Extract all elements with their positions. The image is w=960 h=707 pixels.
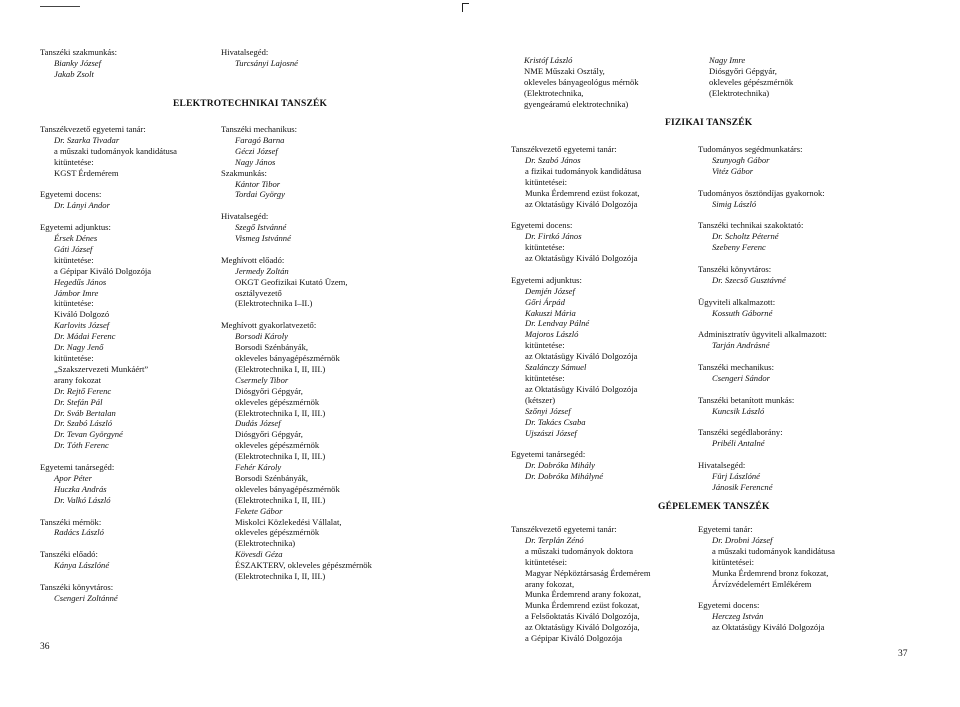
text-line: Tanszéki szakmunkás: [40,47,117,57]
person-name: Fekete Gábor [235,505,283,516]
person-name: Dr. Nagy Jenő [54,342,104,353]
person-name: Dr. Rejtő Ferenc [54,385,112,396]
person-name: Hegedűs János [54,276,107,287]
text-line: NME Műszaki Osztály, [524,65,605,76]
text-line: Árvízvédelemért Emlékérem [712,578,812,589]
person-name: Szőnyi József [525,405,571,416]
blank-line [698,286,827,297]
person-name: Jakab Zsolt [54,68,94,79]
person-name: Pribéli Antalné [712,438,765,449]
text-line: osztályvezető [235,287,282,298]
text-line: Tanszéki betanított munkás: [698,394,795,405]
person-name: Vitéz Gábor [712,165,754,176]
person-name: Dr. Takács Csaba [525,416,586,427]
text-line: kitüntetése: [525,340,565,351]
person-name: Vismeg Istvánné [235,233,291,244]
text-line: a fizikai tudományok kandidátusa [525,165,642,176]
text-line: Munka Érdemrend ezüst fokozat, [525,187,640,198]
person-name: Dr. Sváb Bertalan [54,407,116,418]
text-line: (kétszer) [525,394,556,405]
blank-line [698,351,827,362]
person-name: Szebeny Ferenc [712,242,766,253]
person-name: Csengeri Sándor [712,372,771,383]
person-name: Dr. Terplán Zénó [525,534,584,545]
text-line: Adminisztratív ügyviteli alkalmazott: [698,329,827,340]
person-name: Kánya Lászlóné [54,560,110,571]
text-line: (Elektrotechnika) [235,538,296,549]
text-line: okleveles bányagépészmérnök [235,352,340,363]
person-name: Bianky József [54,57,102,68]
text-line: Tanszéki előadó: [40,549,98,560]
blank-line [221,244,372,255]
person-name: Majoros László [525,329,579,340]
text-line: arany fokozat, [525,578,575,589]
blank-line [221,200,372,211]
text-line: (Elektrotechnika I, II, III.) [235,363,326,374]
text-line: okleveles bányageológus mérnök [524,76,639,87]
blank-line [221,309,372,320]
text-line: Munka Érdemrend ezüst fokozat, [525,600,640,611]
person-name: Dr. Dobróka Mihályné [525,471,604,482]
text-line: Egyetemi docens: [698,600,760,611]
text-line: Tanszéki könyvtáros: [698,263,772,274]
text-line: arany fokozat [54,374,102,385]
person-name: Csengeri Zoltánné [54,592,118,603]
person-name: Tarján Andrásné [712,340,770,351]
blank-line [511,209,641,220]
text-line: Tanszéki mechanikus: [221,124,298,134]
person-name: Fürj Lászlóné [712,471,760,482]
text-line: a Felsőoktatás Kiváló Dolgozója, [525,611,640,622]
text-line: Magyar Népköztársaság Érdemérem [525,567,651,578]
text-line: Egyetemi docens: [511,220,573,231]
blank-line [511,264,641,275]
department-title-machine-elements: GÉPELEMEK TANSZÉK [658,502,770,512]
person-name: Kövesdi Géza [235,549,283,560]
text-line: kitüntetése: [54,353,94,363]
person-name: Dr. Firtkó János [525,231,582,242]
person-name: Dr. Stefán Pál [54,396,103,407]
person-name: Kristóf László [524,55,573,65]
blank-line [40,211,177,222]
right-header-lecturer-1 [524,55,639,110]
text-line: a Gépipar Kiváló Dolgozója [54,265,152,276]
text-line: Egyetemi tanársegéd: [511,449,586,460]
text-line: kitüntetése: [525,242,565,253]
text-line: Diósgyőri Gépgyár, [235,385,303,396]
person-name: Érsek Dénes [54,233,98,244]
text-line: Tudományos ösztöndíjas gyakornok: [698,187,825,198]
text-line: kitüntetése: [54,298,94,309]
text-line: Tanszékvezető egyetemi tanár: [511,524,617,534]
person-name: Radács László [54,527,104,538]
person-name: Ujszászi József [525,427,577,438]
text-line: az Oktatásügy Kiváló Dolgozója [525,351,638,362]
page-number-right: 37 [898,649,908,659]
left-header-staff [40,47,117,80]
person-name: Szalánczy Sámuel [525,362,587,373]
text-line: Kiváló Dolgozó [54,309,110,320]
person-name: Géczi József [235,145,278,156]
text-line: gyengeáramú elektrotechnika) [524,98,629,109]
electrotechnics-staff-column-1 [40,124,177,604]
person-name: Turcsányi Lajosné [235,57,298,68]
person-name: Nagy János [235,156,276,167]
blank-line [40,179,177,190]
person-name: Demjén József [525,285,575,296]
text-line: az Oktatásügy Kiváló Dolgozója [712,622,825,633]
blank-line [40,538,177,549]
text-line: (Elektrotechnika, [524,87,584,98]
person-name: Jermedy Zoltán [235,265,289,276]
person-name: Apor Péter [54,472,92,483]
top-rule [40,6,80,7]
person-name: Dudás József [235,418,281,429]
text-line: (Elektrotechnika I, II, III.) [235,407,326,418]
person-name: Gáti József [54,243,93,254]
text-line: OKGT Geofizikai Kutató Üzem, [235,276,348,287]
person-name: Kossuth Gáborné [712,307,773,318]
blank-line [40,506,177,517]
text-line: kitüntetései: [525,176,568,187]
text-line: Tanszéki segédlaborány: [698,427,783,438]
text-line: okleveles gépészmérnök [235,396,320,407]
text-line: (Elektrotechnika I, II, III.) [235,451,326,462]
blank-line [511,438,641,449]
blank-line [40,451,177,462]
person-name: Dr. Lányi Andor [54,200,110,211]
text-line: Ügyviteli alkalmazott: [698,296,776,307]
text-line: kitüntetése: [525,373,565,383]
person-name: Simig László [712,198,757,209]
text-line: Hivatalsegéd: [221,47,269,57]
person-name: Herczeg István [712,611,764,622]
blank-line [40,571,177,582]
department-title-physics: FIZIKAI TANSZÉK [665,118,753,128]
person-name: Dr. Lendvay Pálné [525,318,590,329]
text-line: Borsodi Szénbányák, [235,472,309,483]
person-name: Borsodi Károly [235,331,288,342]
right-page [480,0,960,707]
machine-elements-staff-column-2 [698,524,835,633]
text-line: Egyetemi docens: [40,189,102,200]
person-name: Tordai György [235,189,285,200]
text-line: okleveles gépészmérnök [235,527,320,538]
person-name: Kuncsik László [712,405,765,416]
text-line: az Oktatásügy Kiváló Dolgozója [525,253,638,264]
physics-staff-column-2 [698,144,827,493]
text-line: Egyetemi adjunktus: [40,222,111,233]
person-name: Dr. Szabó János [525,154,581,165]
person-name: Huczka András [54,483,107,494]
text-line: a műszaki tudományok doktora [525,545,634,556]
text-line: „Szakszervezeti Munkáért” [54,363,149,374]
text-line: Tanszéki mechanikus: [698,362,775,373]
text-line: (Elektrotechnika) [709,87,770,98]
page-number-left: 36 [40,642,50,652]
person-name: Dr. Mádai Ferenc [54,331,116,342]
text-line: Tanszéki könyvtáros: [40,581,114,592]
blank-line [698,318,827,329]
person-name: Szegő Istvánné [235,222,287,233]
text-line: kitüntetése: [54,156,94,167]
text-line: Munka Érdemrend bronz fokozat, [712,567,829,578]
person-name: Dr. Dobróka Mihály [525,460,595,471]
text-line: a műszaki tudományok kandidátusa [54,145,177,156]
person-name: Gőri Árpád [525,296,565,307]
person-name: Faragó Barna [235,134,285,145]
text-line: az Oktatásügy Kiváló Dolgozója [525,383,638,394]
person-name: Dr. Szabó László [54,418,113,429]
person-name: Dr. Tóth Ferenc [54,440,109,451]
text-line: kitüntetései: [525,556,568,567]
right-header-lecturer-2 [709,55,793,99]
text-line: Munka Érdemrend arany fokozat, [525,589,641,600]
blank-line [698,253,827,264]
blank-line [698,449,827,460]
text-line: kitüntetései: [712,556,755,567]
blank-line [698,589,835,600]
person-name: Kakuszi Mária [525,307,576,318]
text-line: (Elektrotechnika I, II, III.) [235,571,326,582]
text-line: Borsodi Szénbányák, [235,342,309,353]
person-name: Dr. Scholtz Péterné [712,231,779,242]
left-header-clerk [221,47,298,69]
person-name: Csermely Tibor [235,374,289,385]
blank-line [698,417,827,428]
text-line: okleveles gépészmérnök [235,440,320,451]
person-name: Kántor Tibor [235,178,281,189]
person-name: Jámbor Imre [54,287,99,298]
text-line: (Elektrotechnika I, II, III.) [235,494,326,505]
electrotechnics-staff-column-2 [221,124,372,582]
text-line: Diósgyőri Gépgyár, [709,65,777,76]
person-name: Fehér Károly [235,462,282,473]
person-name: Karlovits József [54,320,110,331]
text-line: Egyetemi adjunktus: [511,274,582,285]
person-name: Jánosik Ferencné [712,481,773,492]
text-line: Meghívott előadó: [221,254,285,265]
blank-line [698,384,827,395]
text-line: az Oktatásügy Kiváló Dolgozója, [525,622,640,633]
text-line: (Elektrotechnika I–II.) [235,298,313,309]
text-line: a műszaki tudományok kandidátusa [712,545,835,556]
blank-line [698,209,827,220]
department-title-electrotechnics: ELEKTROTECHNIKAI TANSZÉK [173,99,328,109]
person-name: Dr. Tevan Györgyné [54,429,123,440]
text-line: a Gépipar Kiváló Dolgozója [525,633,623,644]
physics-staff-column-1 [511,144,641,482]
person-name: Dr. Szecső Gusztávné [712,274,786,285]
text-line: Egyetemi tanár: [698,524,753,534]
person-name: Dr. Drobni József [712,534,773,545]
text-line: Tanszéki technikai szakoktató: [698,220,804,231]
person-name: Dr. Valkó László [54,494,111,505]
text-line: Tanszékvezető egyetemi tanár: [511,144,617,154]
text-line: az Oktatásügy Kiváló Dolgozója [525,198,638,209]
text-line: Hivatalsegéd: [698,460,746,471]
blank-line [698,177,827,188]
text-line: KGST Érdemérem [54,167,119,178]
text-line: kitüntetése: [54,254,94,265]
person-name: Dr. Szarka Tivadar [54,134,120,145]
text-line: Tanszéki mérnök: [40,516,102,527]
text-line: Tanszékvezető egyetemi tanár: [40,124,146,134]
text-line: Tudományos segédmunkatárs: [698,144,803,154]
person-name: Szunyogh Gábor [712,154,770,165]
text-line: Egyetemi tanársegéd: [40,462,115,473]
text-line: Diósgyőri Gépgyár, [235,429,303,440]
corner-mark [462,3,469,12]
text-line: Meghívott gyakorlatvezető: [221,320,317,331]
machine-elements-staff-column-1 [511,524,651,644]
text-line: Szakmunkás: [221,167,267,178]
person-name: Nagy Imre [709,55,746,65]
text-line: okleveles gépészmérnök [709,76,794,87]
text-line: Hivatalsegéd: [221,211,269,222]
text-line: Miskolci Közlekedési Vállalat, [235,516,342,527]
text-line: okleveles bányagépészmérnök [235,483,340,494]
text-line: ÉSZAKTERV, okleveles gépészmérnök [235,560,372,571]
